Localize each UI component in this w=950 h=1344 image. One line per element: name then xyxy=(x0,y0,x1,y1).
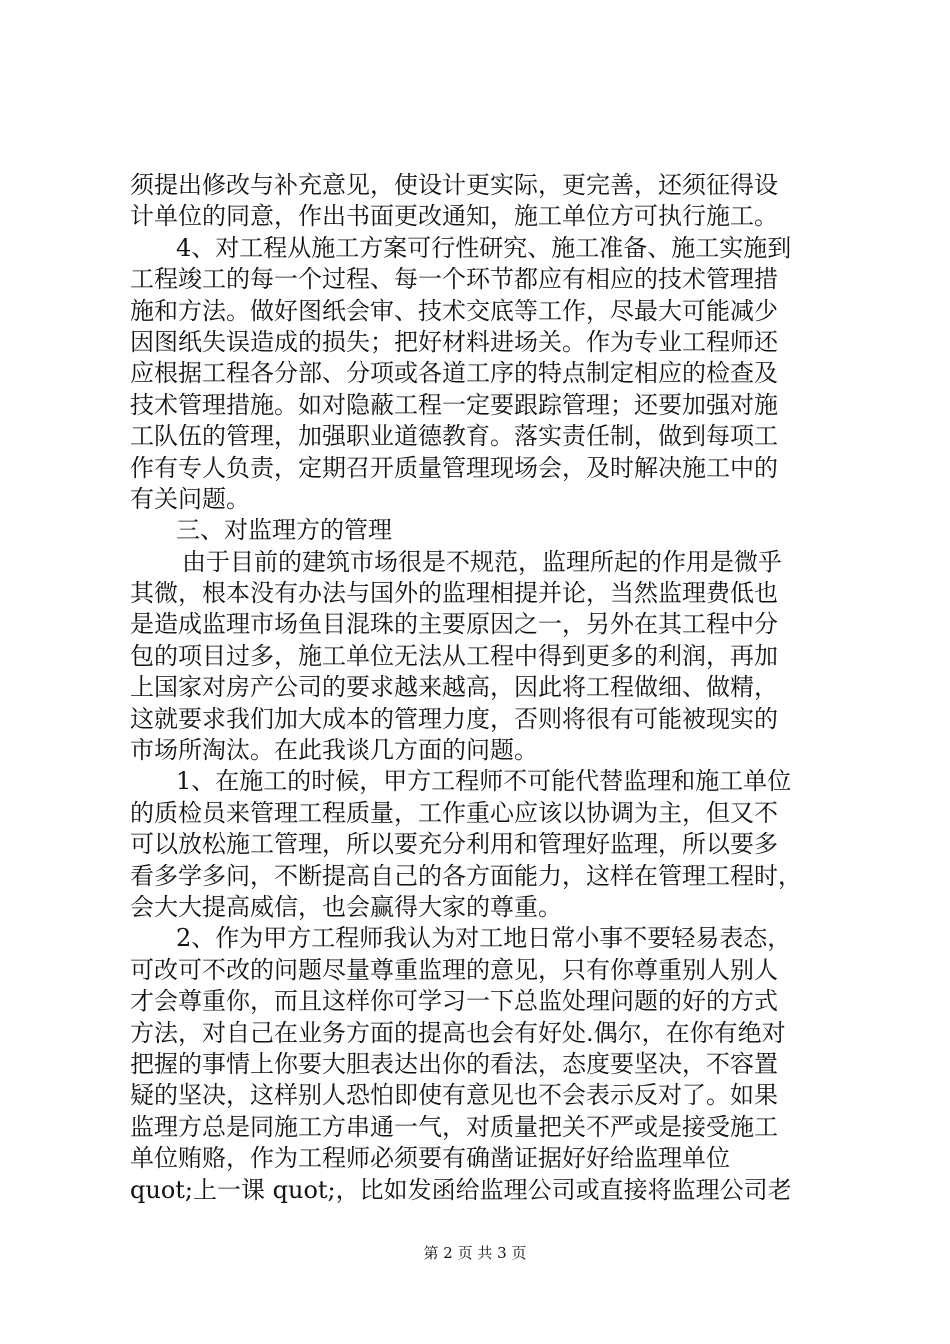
text-line: 因图纸失误造成的损失；把好材料进场关。作为专业工程师还 xyxy=(130,327,778,356)
text-line: 须提出修改与补充意见，使设计更实际，更完善，还须征得设 xyxy=(130,171,778,199)
text-line: 2、作为甲方工程师我认为对工地日常小事不要轻易表态， xyxy=(176,924,792,953)
document-body xyxy=(130,170,830,1206)
text-line: 是造成监理市场鱼目混珠的主要原因之一，另外在其工程中分 xyxy=(130,610,778,639)
text-line: 可以放松施工管理，所以要充分利用和管理好监理，所以要多 xyxy=(130,830,778,859)
text-line: 这就要求我们加大成本的管理力度，否则将很有可能被现实的 xyxy=(130,704,778,733)
text-line: 把握的事情上你要大胆表达出你的看法，态度要坚决，不容置 xyxy=(130,1049,778,1078)
text-line: 疑的坚决，这样别人恐怕即使有意见也不会表示反对了。如果 xyxy=(130,1081,778,1110)
text-line: 会大大提高威信，也会赢得大家的尊重。 xyxy=(130,892,562,921)
page-number-footer: 第 2 页 共 3 页 xyxy=(423,1244,527,1262)
text-line: 作有专人负责，定期召开质量管理现场会，及时解决施工中的 xyxy=(130,453,778,482)
text-line: 4、对工程从施工方案可行性研究、施工准备、施工实施到 xyxy=(176,233,792,262)
text-line: 由于目前的建筑市场很是不规范，监理所起的作用是微乎 xyxy=(182,547,782,576)
text-line: 单位贿赂，作为工程师必须要有确凿证据好好给监理单位 xyxy=(130,1144,730,1173)
text-line: 其微，根本没有办法与国外的监理相提并论，当然监理费低也 xyxy=(130,579,778,608)
section-heading: 三、对监理方的管理 xyxy=(176,516,392,545)
text-line: quot;上一课 quot;，比如发函给监理公司或直接将监理公司老 xyxy=(130,1175,792,1204)
text-line: 包的项目过多，施工单位无法从工程中得到更多的利润，再加 xyxy=(130,641,778,670)
text-line: 可改可不改的问题尽量尊重监理的意见，只有你尊重别人别人 xyxy=(130,955,778,984)
text-line: 上国家对房产公司的要求越来越高，因此将工程做细、做精， xyxy=(130,673,778,702)
text-line: 的质检员来管理工程质量，工作重心应该以协调为主，但又不 xyxy=(130,798,778,827)
text-line: 施和方法。做好图纸会审、技术交底等工作，尽最大可能减少 xyxy=(130,296,778,325)
text-line: 市场所淘汰。在此我谈几方面的问题。 xyxy=(130,736,538,765)
text-line: 1、在施工的时候，甲方工程师不可能代替监理和施工单位 xyxy=(176,767,792,796)
text-line: 才会尊重你，而且这样你可学习一下总监处理问题的好的方式 xyxy=(130,987,778,1016)
text-line: 方法，对自己在业务方面的提高也会有好处.偶尔，在你有绝对 xyxy=(130,1018,786,1047)
text-line: 技术管理措施。如对隐蔽工程一定要跟踪管理；还要加强对施 xyxy=(130,390,778,419)
text-line: 工程竣工的每一个过程、每一个环节都应有相应的技术管理措 xyxy=(130,265,778,294)
text-line: 应根据工程各分部、分项或各道工序的特点制定相应的检查及 xyxy=(130,359,778,388)
text-line: 看多学多问，不断提高自己的各方面能力，这样在管理工程时， xyxy=(130,861,802,890)
text-line: 工队伍的管理，加强职业道德教育。落实责任制，做到每项工 xyxy=(130,422,778,451)
text-line: 有关问题。 xyxy=(130,484,250,513)
text-line: 计单位的同意，作出书面更改通知，施工单位方可执行施工。 xyxy=(130,202,778,231)
text-line: 监理方总是同施工方串通一气，对质量把关不严或是接受施工 xyxy=(130,1112,778,1141)
